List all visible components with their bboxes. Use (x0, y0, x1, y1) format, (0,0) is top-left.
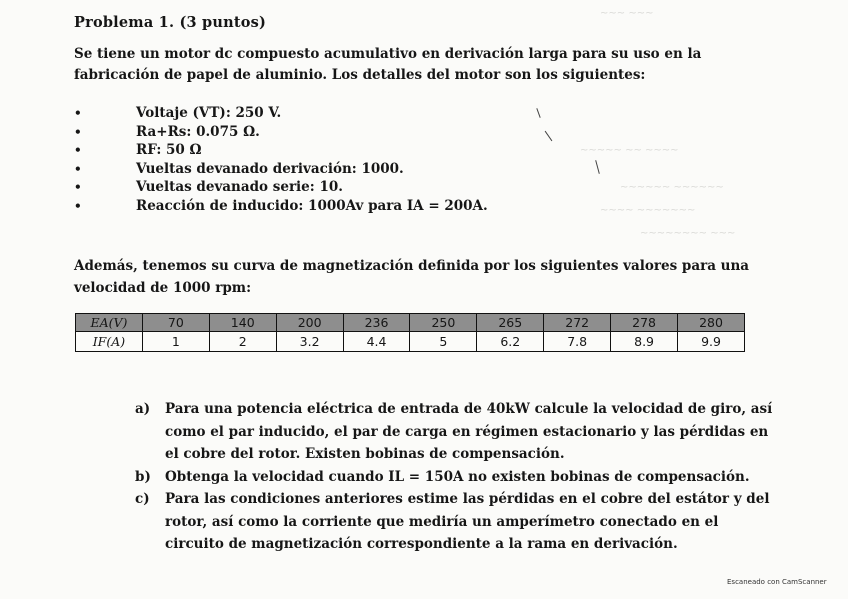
table-cell: 140 (209, 314, 276, 332)
question-letter: b) (135, 468, 151, 485)
table-cell: 3.2 (276, 332, 343, 352)
bullet-icon: • (74, 161, 82, 176)
scanner-watermark: Escaneado con CamScanner (727, 578, 827, 586)
question-letter: a) (135, 401, 151, 417)
list-item (70, 123, 590, 142)
table-cell: 4.4 (343, 332, 410, 352)
table-cell: 70 (142, 314, 209, 332)
list-item (70, 197, 590, 216)
row-header-if: IF(A) (76, 332, 143, 352)
magnetization-intro: Además, tenemos su curva de magnetización definida por los siguientes valores para una velocidad de 1000 rpm: (74, 258, 750, 296)
bleed-through-mark: ~~~~~~~~ ~~~ (640, 228, 736, 239)
bleed-through-mark: ~~~~ ~~~~~~~ (600, 205, 696, 216)
problem-title: Problema 1. (3 puntos) (74, 14, 267, 31)
questions-list (135, 398, 775, 556)
table-cell: 8.9 (611, 332, 678, 352)
bullet-icon: • (74, 106, 82, 121)
question-item (135, 398, 775, 466)
table-cell: 1 (142, 332, 209, 352)
pen-mark (595, 160, 600, 174)
bleed-through-mark: ~~~~~ ~~ ~~~~ (580, 145, 679, 156)
table-cell: 236 (343, 314, 410, 332)
list-item (70, 104, 590, 123)
detail-text: Ra+Rs: 0.075 Ω. (136, 123, 260, 140)
table-cell: 200 (276, 314, 343, 332)
magnetization-table (75, 313, 745, 352)
table-cell: 6.2 (477, 332, 544, 352)
table-cell: 272 (544, 314, 611, 332)
question-item (135, 466, 775, 489)
table-cell: 280 (678, 314, 745, 332)
table-row (76, 332, 745, 352)
list-item (70, 178, 590, 197)
table-cell: 2 (209, 332, 276, 352)
detail-text: RF: 50 Ω (136, 142, 202, 159)
table-row (76, 314, 745, 332)
motor-details-list (70, 104, 590, 215)
detail-text: Voltaje (VT): 250 V. (136, 105, 282, 122)
bullet-icon: • (74, 143, 82, 158)
list-item (70, 160, 590, 179)
bleed-through-mark: ~~~~~~ ~~~~~~ (620, 182, 724, 193)
table-cell: 7.8 (544, 332, 611, 352)
detail-text: Vueltas devanado derivación: 1000. (136, 160, 404, 177)
question-text: Para una potencia eléctrica de entrada de 40kW calcule la velocidad de giro, así como el par inducido, el par de carga en régimen estacionario y las pérdidas en el cobre del rotor. Existen bobinas de compensación. (165, 401, 773, 462)
bleed-through-mark: ~~~ ~~~ (600, 8, 654, 19)
question-text: Obtenga la velocidad cuando IL = 150A no existen bobinas de compensación. (165, 468, 750, 485)
table-cell: 250 (410, 314, 477, 332)
question-letter: c) (135, 491, 150, 507)
bullet-icon: • (74, 180, 82, 195)
row-header-ea: EA(V) (76, 314, 143, 332)
table-cell: 278 (611, 314, 678, 332)
problem-intro: Se tiene un motor dc compuesto acumulativo en derivación larga para su uso en la fabricación de papel de aluminio. Los detalles del motor son los siguientes: (74, 46, 702, 83)
bullet-icon: • (74, 198, 82, 213)
bullet-icon: • (74, 124, 82, 139)
table-cell: 5 (410, 332, 477, 352)
question-text: Para las condiciones anteriores estime las pérdidas en el cobre del estátor y del rotor, así como la corriente que mediría un amperímetro conectado en el circuito de magnetización correspondiente a la rama en derivación. (165, 491, 770, 552)
detail-text: Reacción de inducido: 1000Av para IA = 200A. (136, 197, 488, 214)
list-item (70, 141, 590, 160)
question-item (135, 488, 775, 556)
table-cell: 9.9 (678, 332, 745, 352)
table-cell: 265 (477, 314, 544, 332)
detail-text: Vueltas devanado serie: 10. (136, 179, 343, 196)
